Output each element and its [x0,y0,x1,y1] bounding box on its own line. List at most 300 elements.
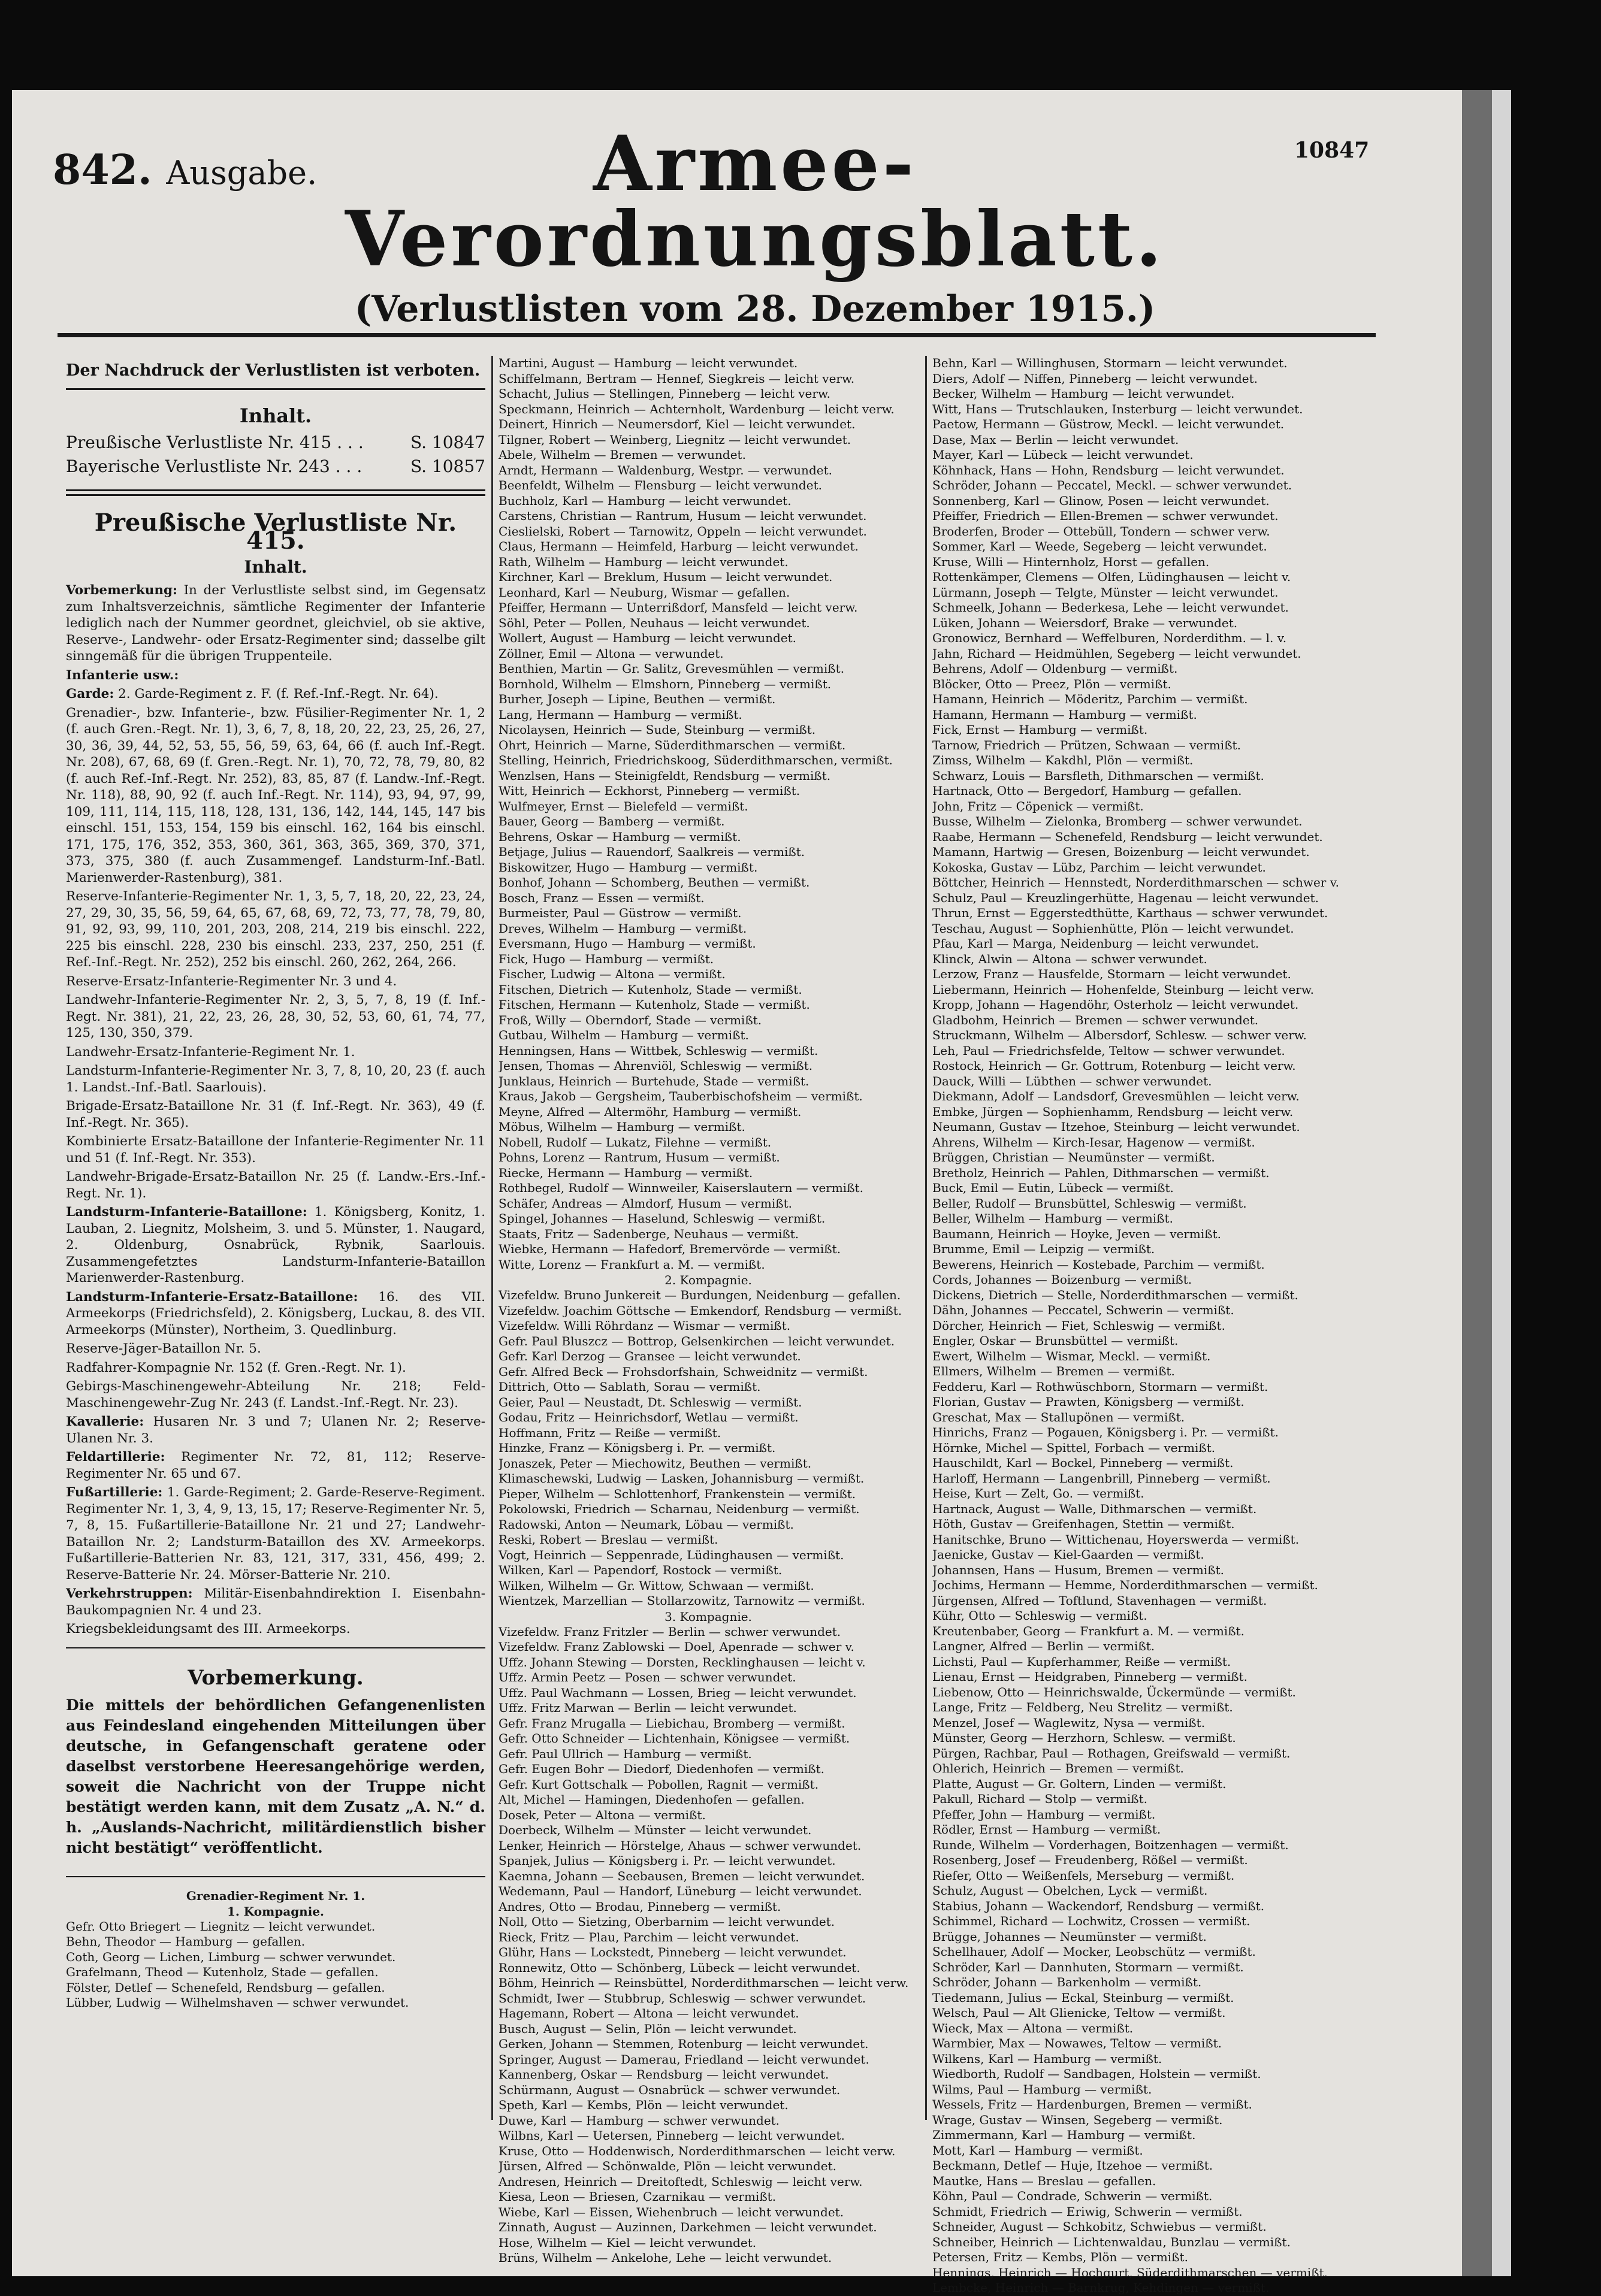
contents-paragraph: Feldartillerie: Regimenter Nr. 72, 81, 112; Reserve-Regimenter Nr. 65 und 67. [66,1450,485,1481]
list-item: Speckmann, Heinrich — Achternholt, Wardenburg — leicht verw. [499,401,895,416]
list-item: Ohlerich, Heinrich — Bremen — vermißt. [932,1761,1184,1775]
list-item: Rothbegel, Rudolf — Winnweiler, Kaiserslautern — vermißt. [499,1181,863,1195]
list-item: Zimss, Wilhelm — Kakdhl, Plön — vermißt. [932,753,1194,767]
list-item: Pürgen, Rachbar, Paul — Rothagen, Greifswald — vermißt. [932,1746,1291,1760]
list-item: Kannenberg, Oskar — Rendsburg — leicht verwundet. [499,2067,829,2082]
list-item: Leh, Paul — Friedrichsfelde, Teltow — schwer verwundet. [932,1043,1285,1058]
list-item: Ahrens, Wilhelm — Kirch-Iesar, Hagenow — vermißt. [932,1135,1255,1149]
list-item: Lang, Hermann — Hamburg — vermißt. [499,707,742,722]
list-item: Zimmermann, Karl — Hamburg — vermißt. [932,2128,1196,2142]
list-item: Fölster, Detlef — Schenefeld, Rendsburg — gefallen. [66,1980,385,1995]
list-item: Lenker, Heinrich — Hörstelge, Ahaus — schwer verwundet. [499,1838,862,1853]
list-item: Jochims, Hermann — Hemme, Norderdithmarschen — vermißt. [932,1578,1318,1592]
list-item: Tarnow, Friedrich — Prützen, Schwaan — vermißt. [932,737,1241,752]
contents-paragraphs [66,582,485,1638]
page-edge-strip [1492,90,1511,2276]
column-divider [491,356,493,2120]
list-item: Hamann, Heinrich — Möderitz, Parchim — vermißt. [932,692,1248,706]
list-item: Böttcher, Heinrich — Hennstedt, Norderdithmarschen — schwer v. [932,875,1339,890]
list-item: Jonaszek, Peter — Miechowitz, Beuthen — vermißt. [499,1456,812,1471]
list-item: Pieper, Wilhelm — Schlottenhorf, Frankenstein — vermißt. [499,1486,856,1501]
list-item: Busch, August — Selin, Plön — leicht verwundet. [499,2021,797,2036]
list-item: Gefr. Otto Briegert — Liegnitz — leicht verwundet. [66,1919,376,1934]
list-item: Florian, Gustav — Prawten, Königsberg — vermißt. [932,1394,1244,1409]
list-item: Ellmers, Wilhelm — Bremen — vermißt. [932,1364,1175,1378]
list-item: Dittrich, Otto — Sablath, Sorau — vermißt. [499,1380,761,1394]
list-item: Welsch, Paul — Alt Glienicke, Teltow — vermißt. [932,2005,1226,2020]
list-item: Arndt, Hermann — Waldenburg, Westpr. — verwundet. [499,462,832,477]
list-item: Uffz. Paul Wachmann — Lossen, Brieg — leicht verwundet. [499,1685,857,1700]
list-item: Martini, August — Hamburg — leicht verwundet. [499,356,798,370]
list-item: Rödler, Ernst — Hamburg — vermißt. [932,1822,1161,1837]
toc-row [66,455,485,479]
list-item: Mayer, Karl — Lübeck — leicht verwundet. [932,447,1194,462]
list-item: Pohns, Lorenz — Rantrum, Husum — vermißt. [499,1150,780,1164]
list-item: Teschau, August — Sophienhütte, Plön — leicht verwundet. [932,921,1294,936]
contents-paragraph: Reserve-Jäger-Bataillon Nr. 5. [66,1341,261,1356]
list-item: Schneiber, Heinrich — Lichtenwaldau, Bunzlau — vermißt. [932,2234,1291,2249]
list-item: Gefr. Karl Derzog — Gransee — leicht verwundet. [499,1349,801,1363]
list-item: Fitschen, Dietrich — Kutenholz, Stade — vermißt. [499,982,802,997]
list-item: Sommer, Karl — Weede, Segeberg — leicht verwundet. [932,539,1267,553]
contents-paragraph: Vorbemerkung: In der Verlustliste selbst sind, im Gegensatz zum Inhaltsverzeichnis, sämtliche Regimenter der Infanterie lediglich nach der Nummer geordnet, gleichviel, ob sie aktive, Reserve-, Landwehr- oder Ersatz-Regimenter sind; dasselbe gilt sinngemäß für die übrigen Truppenteile. [66,583,485,664]
list-item: Vogt, Heinrich — Seppenrade, Lüdinghausen — vermißt. [499,1547,844,1562]
list-item: Gronowicz, Bernhard — Weffelburen, Norderdithm. — l. v. [932,631,1287,645]
list-item: Benthien, Martin — Gr. Salitz, Grevesmühlen — vermißt. [499,661,845,676]
remark-title: Vorbemerkung. [188,1665,364,1690]
list-item: Jahn, Richard — Heidmühlen, Segeberg — leicht verwundet. [932,646,1301,661]
list-item: Witt, Hans — Trutschlauken, Insterburg — leicht verwundet. [932,401,1303,416]
list-contents-heading: Inhalt. [244,557,307,577]
list-item: Wenzlsen, Hans — Steinigfeldt, Rendsburg — vermißt. [499,768,831,783]
list-item: Möbus, Wilhelm — Hamburg — vermißt. [499,1120,745,1134]
contents-paragraph: Verkehrstruppen: Militär-Eisenbahndirektion I. Eisenbahn-Baukompagnien Nr. 4 und 23. [66,1586,485,1618]
list-item: Claus, Hermann — Heimfeld, Harburg — leicht verwundet. [499,539,859,553]
list-item: Schmidt, Iwer — Stubbrup, Schleswig — schwer verwundet. [499,1991,866,2005]
list-item: Schiffelmann, Bertram — Hennef, Siegkreis — leicht verw. [499,371,855,386]
company-heading: 3. Kompagnie. [664,1609,752,1624]
list-item: Schneider, August — Schkobitz, Schwiebus — vermißt. [932,2219,1267,2234]
list-item: Gefr. Paul Bluszcz — Bottrop, Gelsenkirchen — leicht verwundet. [499,1333,895,1348]
contents-paragraph: Garde: 2. Garde-Regiment z. F. (f. Ref.-Inf.-Regt. Nr. 64). [66,686,439,701]
list-item: Thrun, Ernst — Eggerstedthütte, Karthaus — schwer verwundet. [932,906,1328,920]
paragraph-lead: Feldartillerie: [66,1450,165,1465]
list-item: Wiebe, Karl — Eissen, Wiehenbruch — leicht verwundet. [499,2204,844,2219]
list-item: Schwarz, Louis — Barsfleth, Dithmarschen — vermißt. [932,768,1264,783]
list-item: Broderfen, Broder — Ottebüll, Tondern — schwer verw. [932,524,1270,539]
list-item: Gefr. Eugen Bohr — Diedorf, Diedenhofen — vermißt. [499,1762,824,1776]
toc-page: S. 10857 [410,456,485,476]
list-item: Riecke, Hermann — Hamburg — vermißt. [499,1165,753,1180]
header-rule [58,333,1376,337]
list-item: Bosch, Franz — Essen — vermißt. [499,890,705,905]
list-item: Wiedborth, Rudolf — Sandbagen, Holstein — vermißt. [932,2067,1261,2081]
list-item: Kropp, Johann — Hagendöhr, Osterholz — leicht verwundet. [932,997,1299,1012]
list-item: Gladbohm, Heinrich — Bremen — schwer verwundet. [932,1012,1259,1027]
list-item: Noll, Otto — Sietzing, Oberbarnim — leicht verwundet. [499,1914,835,1929]
list-item: Schröder, Johann — Peccatel, Meckl. — schwer verwundet. [932,478,1292,492]
list-item: Langner, Alfred — Berlin — vermißt. [932,1639,1155,1653]
casualty-column-middle [499,356,918,2266]
paragraph-lead: Fußartillerie: [66,1485,163,1500]
list-item: Biskowitzer, Hugo — Hamburg — vermißt. [499,860,758,875]
list-item: Froß, Willy — Oberndorf, Stade — vermißt. [499,1012,762,1027]
list-item: Stelling, Heinrich, Friedrichskoog, Süderdithmarschen, vermißt. [499,753,893,767]
list-item: Bretholz, Heinrich — Pahlen, Dithmarschen — vermißt. [932,1165,1270,1180]
list-item: Eversmann, Hugo — Hamburg — vermißt. [499,936,756,951]
list-item: Mamann, Hartwig — Gresen, Boizenburg — leicht verwundet. [932,845,1310,859]
list-item: Kaemna, Johann — Seebausen, Bremen — leicht verwundet. [499,1868,865,1883]
list-item: Kirchner, Karl — Breklum, Husum — leicht verwundet. [499,570,833,584]
list-item: Petersen, Fritz — Kembs, Plön — vermißt. [932,2250,1188,2264]
list-item: Speth, Karl — Kembs, Plön — leicht verwundet. [499,2098,789,2112]
list-item: Kühr, Otto — Schleswig — vermißt. [932,1608,1147,1623]
list-item: Vizefeldw. Franz Fritzler — Berlin — schwer verwundet. [499,1624,841,1639]
section-rule [66,1647,485,1648]
list-item: John, Fritz — Cöpenick — vermißt. [932,798,1144,813]
list-item: Schröder, Johann — Barkenholm — vermißt. [932,1975,1202,1989]
list-item: Höth, Gustav — Greifenhagen, Stettin — vermißt. [932,1517,1235,1531]
list-item: Cieslielski, Robert — Tarnowitz, Oppeln — leicht verwundet. [499,524,867,539]
list-item: Dosek, Peter — Altona — vermißt. [499,1807,706,1822]
table-of-contents [66,431,485,479]
toc-label: Bayerische Verlustliste Nr. 243 . . . [66,456,363,476]
list-item: Doerbeck, Wilhelm — Münster — leicht verwundet. [499,1823,812,1837]
list-item: Kruse, Otto — Hoddenwisch, Norderdithmarschen — leicht verw. [499,2143,896,2158]
list-item: Klinck, Alwin — Altona — schwer verwundet. [932,951,1207,966]
toc-page: S. 10847 [410,432,485,452]
list-item: Dauck, Willi — Lübthen — schwer verwundet. [932,1073,1212,1088]
list-item: Stabius, Johann — Wackendorf, Rendsburg — vermißt. [932,1898,1265,1913]
list-item: Junklaus, Heinrich — Burtehude, Stade — vermißt. [499,1073,809,1088]
list-item: Brüggen, Christian — Neumünster — vermißt. [932,1150,1215,1164]
list-item: Klimaschewski, Ludwig — Lasken, Johannisburg — vermißt. [499,1471,865,1486]
list-item: Dickens, Dietrich — Stelle, Norderdithmarschen — vermißt. [932,1287,1298,1302]
list-item: Rosenberg, Josef — Freudenberg, Rößel — vermißt. [932,1853,1248,1867]
list-item: Münster, Georg — Herzhorn, Schlesw. — vermißt. [932,1731,1236,1745]
list-item: Neumann, Gustav — Itzehoe, Steinburg — leicht verwundet. [932,1120,1300,1134]
contents-paragraph: Kombinierte Ersatz-Bataillone der Infanterie-Regimenter Nr. 11 und 51 (f. Inf.-Regt. Nr. 353). [66,1134,485,1166]
list-item: Hennings, Heinrich — Hochgurt, Süderdithmarschen — vermißt. [932,2265,1328,2280]
list-item: Rieck, Fritz — Plau, Parchim — leicht verwundet. [499,1929,799,1944]
list-item: Gefr. Otto Schneider — Lichtenhain, Königsee — vermißt. [499,1731,850,1746]
list-item: Bewerens, Heinrich — Kostebade, Parchim — vermißt. [932,1257,1265,1272]
contents-paragraph: Reserve-Ersatz-Infanterie-Regimenter Nr. 3 und 4. [66,973,397,989]
list-item: Wedemann, Paul — Handorf, Lüneburg — leicht verwundet. [499,1884,862,1898]
list-item: Wientzek, Marzellian — Stollarzowitz, Tarnowitz — vermißt. [499,1593,865,1608]
list-item: Hartnack, August — Walle, Dithmarschen — vermißt. [932,1501,1257,1516]
list-item: Baumann, Heinrich — Hoyke, Jeven — vermißt. [932,1226,1222,1241]
regiment-heading: Grenadier-Regiment Nr. 1. [186,1888,365,1903]
list-item: Burmeister, Paul — Güstrow — vermißt. [499,906,742,920]
list-item: Wiebke, Hermann — Hafedorf, Bremervörde — vermißt. [499,1242,841,1256]
list-item: Meyne, Alfred — Altermöhr, Hamburg — vermißt. [499,1104,802,1119]
list-item: Wessels, Fritz — Hardenburgen, Bremen — vermißt. [932,2097,1252,2112]
paragraph-lead: Verkehrstruppen: [66,1586,193,1601]
list-item: Coth, Georg — Lichen, Limburg — schwer verwundet. [66,1949,396,1964]
list-item: Hagemann, Robert — Altona — leicht verwundet. [499,2006,799,2020]
list-item: Burher, Joseph — Lipine, Beuthen — vermißt. [499,692,776,706]
list-item: Vizefeldw. Franz Zablowski — Doel, Apenrade — schwer v. [499,1639,854,1654]
contents-paragraph: Gebirgs-Maschinengewehr-Abteilung Nr. 218; Feld-Maschinengewehr-Zug Nr. 243 (f. Landst.-Inf.-Regt. Nr. 23). [66,1379,485,1411]
list-item: Carstens, Christian — Rantrum, Husum — leicht verwundet. [499,509,867,523]
list-item: Hamann, Hermann — Hamburg — vermißt. [932,707,1197,722]
list-item: Johannsen, Hans — Husum, Bremen — vermißt. [932,1562,1224,1577]
masthead [324,119,1186,330]
list-item: Köhnhack, Hans — Hohn, Rendsburg — leicht verwundet. [932,462,1285,477]
list-item: Zinnath, August — Auzinnen, Darkehmen — leicht verwundet. [499,2220,877,2234]
list-item: Cords, Johannes — Boizenburg — vermißt. [932,1272,1192,1287]
list-item: Lürmann, Joseph — Telgte, Münster — leicht verwundet. [932,585,1279,600]
list-item: Schürmann, August — Osnabrück — schwer verwundet. [499,2082,841,2097]
list-item: Busse, Wilhelm — Zielonka, Bromberg — schwer verwundet. [932,814,1303,828]
list-item: Pfeiffer, Hermann — Unterrißdorf, Mansfeld — leicht verw. [499,600,858,615]
list-item: Springer, August — Damerau, Friedland — leicht verwundet. [499,2052,869,2067]
list-item: Fedderu, Karl — Rothwüschborn, Stormarn — vermißt. [932,1379,1268,1394]
list-item: Glühr, Hans — Lockstedt, Pinneberg — leicht verwundet. [499,1945,847,1959]
list-item: Uffz. Armin Peetz — Posen — schwer verwundet. [499,1670,796,1684]
paragraph-lead: Infanterie usw.: [66,667,179,683]
list-item: Gutbau, Wilhelm — Hamburg — vermißt. [499,1028,749,1042]
page-number: 10847 [1294,138,1370,163]
list-item: Riefer, Otto — Weißenfels, Merseburg — vermißt. [932,1868,1235,1883]
list-item: Heise, Kurt — Zelt, Go. — vermißt. [932,1486,1144,1501]
list-item: Bauer, Georg — Bamberg — vermißt. [499,814,725,828]
list-item: Warmbier, Max — Nowawes, Teltow — vermißt. [932,2036,1222,2050]
contents-paragraph: Fußartillerie: 1. Garde-Regiment; 2. Garde-Reserve-Regiment. Regimenter Nr. 1, 3, 4, 9, 13, 15, 17; Reserve-Regimenter Nr. 5, 7, 8, 15. Fußartillerie-Bataillone Nr. 21 und 27; Landwehr-Bataillon Nr. 2; Landsturm-Bataillon des XV. Armeekorps. Fußartillerie-Batterien Nr. 83, 121, 317, 331, 456, 499; 2. Reserve-Batterie Nr. 24. Mörser-Batterie Nr. 210. [66,1485,485,1583]
list-item: Wieck, Max — Altona — vermißt. [932,2020,1134,2035]
list-item: Wilbns, Karl — Uetersen, Pinneberg — leicht verwundet. [499,2128,845,2143]
list-item: Vizefeldw. Willi Röhrdanz — Wismar — vermißt. [499,1318,791,1333]
list-item: Deinert, Hinrich — Neumersdorf, Kiel — leicht verwundet. [499,417,856,431]
list-item: Becker, Wilhelm — Hamburg — leicht verwundet. [932,386,1235,401]
list-item: Buchholz, Karl — Hamburg — leicht verwundet. [499,493,792,508]
list-item: Witt, Heinrich — Eckhorst, Pinneberg — vermißt. [499,784,801,798]
list-item: Schäfer, Andreas — Almdorf, Husum — vermißt. [499,1196,793,1211]
casualty-list-left [66,1919,485,2011]
list-item: Rostock, Heinrich — Gr. Gottrum, Rotenburg — leicht verw. [932,1058,1296,1073]
list-item: Hörnke, Michel — Spittel, Forbach — vermißt. [932,1440,1216,1455]
section-rule [66,1876,485,1877]
list-item: Schulz, Paul — Kreuzlingerhütte, Hagenau — leicht verwundet. [932,890,1319,905]
list-item: Dreves, Wilhelm — Hamburg — vermißt. [499,921,747,936]
company-heading: 2. Kompagnie. [664,1273,752,1287]
list-item: Kiesa, Leon — Briesen, Czarnikau — vermißt. [499,2189,777,2204]
list-item: Behn, Karl — Willinghusen, Stormarn — leicht verwundet. [932,356,1288,370]
list-item: Lembcke, Heinrich — Barnkrug, Kehdingen — vermißt. [932,2280,1270,2295]
list-item: Schmidt, Friedrich — Eriwig, Schwerin — vermißt. [932,2204,1243,2219]
list-item: Hanitschke, Bruno — Wittichenau, Hoyerswerda — vermißt. [932,1532,1300,1547]
list-item: Godau, Fritz — Heinrichsdorf, Wetlau — vermißt. [499,1410,799,1424]
list-item: Duwe, Karl — Hamburg — schwer verwundet. [499,2113,780,2128]
list-item: Schmeelk, Johann — Bederkesa, Lehe — leicht verwundet. [932,600,1289,615]
list-item: Gerken, Johann — Stemmen, Rotenburg — leicht verwundet. [499,2037,869,2051]
contents-paragraph: Landsturm-Infanterie-Regimenter Nr. 3, 7, 8, 10, 20, 23 (f. auch 1. Landst.-Inf.-Batl. Saarlouis). [66,1063,485,1095]
issue-number: 842. Ausgabe. [53,146,318,194]
list-item: Betjage, Julius — Rauendorf, Saalkreis — vermißt. [499,845,805,859]
list-item: Lüken, Johann — Weiersdorf, Brake — verwundet. [932,615,1238,630]
list-item: Lerzow, Franz — Hausfelde, Stormarn — leicht verwundet. [932,967,1291,981]
list-item: Andresen, Heinrich — Dreitoftedt, Schleswig — leicht verw. [499,2174,863,2189]
list-item: Rath, Wilhelm — Hamburg — leicht verwundet. [499,554,789,569]
list-item: Kruse, Willi — Hinternholz, Horst — gefallen. [932,554,1210,569]
list-item: Wrage, Gustav — Winsen, Segeberg — vermißt. [932,2112,1223,2127]
list-item: Embke, Jürgen — Sophienhamm, Rendsburg — leicht verw. [932,1104,1294,1119]
list-item: Brügge, Johannes — Neumünster — vermißt. [932,1929,1207,1944]
list-item: Pfau, Karl — Marga, Neidenburg — leicht verwundet. [932,936,1259,951]
list-item: Menzel, Josef — Waglewitz, Nysa — vermißt. [932,1715,1206,1730]
list-item: Grafelmann, Theod — Kutenholz, Stade — gefallen. [66,1965,379,1979]
list-item: Vizefeldw. Bruno Junkereit — Burdungen, Neidenburg — gefallen. [499,1288,901,1302]
list-item: Spanjek, Julius — Königsberg i. Pr. — leicht verwundet. [499,1853,836,1868]
list-item: Brüns, Wilhelm — Ankelohe, Lehe — leicht verwundet. [499,2250,832,2265]
reprint-notice: Der Nachdruck der Verlustlisten ist verboten. [66,353,485,390]
list-item: Paetow, Hermann — Güstrow, Meckl. — leicht verwundet. [932,417,1285,431]
list-item: Abele, Wilhelm — Bremen — verwundet. [499,447,746,462]
list-item: Köhn, Paul — Condrade, Schwerin — vermißt. [932,2189,1213,2203]
list-item: Wulfmeyer, Ernst — Bielefeld — vermißt. [499,798,748,813]
list-item: Lichsti, Paul — Kupferhammer, Reiße — vermißt. [932,1654,1231,1669]
list-item: Liebermann, Heinrich — Hohenfelde, Steinburg — leicht verw. [932,982,1314,997]
list-item: Jürsen, Alfred — Schönwalde, Plön — leicht verwundet. [499,2159,837,2173]
list-item: Zöllner, Emil — Altona — verwundet. [499,646,724,661]
list-item: Struckmann, Wilhelm — Albersdorf, Schlesw. — schwer verw. [932,1028,1307,1042]
company-heading: 1. Kompagnie. [226,1904,325,1919]
column-divider [925,356,927,2120]
masthead-title: Armee-Verordnungsblatt. [345,119,1165,283]
contents-paragraph: Reserve-Infanterie-Regimenter Nr. 1, 3, 5, 7, 18, 20, 22, 23, 24, 27, 29, 30, 35, 56, 59, 64, 65, 67, 68, 69, 72, 73, 77, 78, 79, 80, 91, 92, 93, 99, 110, 201, 203, 208, 214, 219 bis einschl. 222, 225 bis einschl. 228, 230 bis einschl. 233, 237, 250, 251 (f. Ref.-Inf.-Regt. Nr. 252), 252 bis einschl. 260, 262, 264, 266. [66,889,485,970]
list-title: Preußische Verlustliste Nr. 415. [94,509,457,555]
list-item: Wilkens, Karl — Hamburg — vermißt. [932,2051,1162,2066]
list-item: Mott, Karl — Hamburg — vermißt. [932,2143,1143,2158]
contents-paragraph: Radfahrer-Kompagnie Nr. 152 (f. Gren.-Regt. Nr. 1). [66,1360,406,1375]
list-item: Behn, Theodor — Hamburg — gefallen. [66,1934,306,1949]
list-item: Diekmann, Adolf — Landsdorf, Grevesmühlen — leicht verw. [932,1089,1300,1103]
list-item: Bonhof, Johann — Schomberg, Beuthen — vermißt. [499,875,810,890]
list-item: Lienau, Ernst — Heidgraben, Pinneberg — vermißt. [932,1669,1247,1684]
list-item: Liebenow, Otto — Heinrichswalde, Ückermünde — vermißt. [932,1684,1296,1699]
left-column [66,353,485,2011]
list-item: Behrens, Oskar — Hamburg — vermißt. [499,829,741,844]
list-item: Uffz. Johann Stewing — Dorsten, Recklinghausen — leicht v. [499,1654,866,1669]
list-item: Schröder, Karl — Dannhuten, Stormarn — vermißt. [932,1959,1244,1974]
list-item: Pokolowski, Friedrich — Scharnau, Neidenburg — vermißt. [499,1502,860,1516]
list-item: Raabe, Hermann — Schenefeld, Rendsburg — leicht verwundet. [932,829,1323,844]
list-item: Hose, Wilhelm — Kiel — leicht verwundet. [499,2235,757,2250]
list-item: Witte, Lorenz — Frankfurt a. M. — vermißt. [499,1257,765,1272]
list-item: Beenfeldt, Wilhelm — Flensburg — leicht verwundet. [499,478,822,492]
toc-heading: Inhalt. [239,404,312,427]
list-item: Beller, Wilhelm — Hamburg — vermißt. [932,1211,1173,1226]
list-item: Tiedemann, Julius — Eckal, Steinburg — vermißt. [932,1990,1234,2005]
list-item: Dähn, Johannes — Peccatel, Schwerin — vermißt. [932,1303,1234,1317]
list-item: Schellhauer, Adolf — Mocker, Leobschütz — vermißt. [932,1944,1256,1959]
list-item: Gefr. Franz Mrugalla — Liebichau, Bromberg — vermißt. [499,1716,845,1731]
list-item: Fischer, Ludwig — Altona — vermißt. [499,967,726,981]
list-item: Wilken, Karl — Papendorf, Rostock — vermißt. [499,1563,783,1577]
list-item: Harloff, Hermann — Langenbrill, Pinneberg — vermißt. [932,1471,1271,1486]
contents-paragraph: Landsturm-Infanterie-Ersatz-Bataillone: 16. des VII. Armeekorps (Friedrichsfeld), 2. Königsberg, Luckau, 8. des VII. Armeekorps (Münster), Northeim, 3. Quedlinburg. [66,1289,485,1338]
list-item: Wollert, August — Hamburg — leicht verwundet. [499,631,797,645]
list-item: Mautke, Hans — Breslau — gefallen. [932,2173,1156,2188]
list-item: Nicolaysen, Heinrich — Sude, Steinburg — vermißt. [499,722,816,737]
list-item: Lübber, Ludwig — Wilhelmshaven — schwer verwundet. [66,1995,409,2010]
list-item: Fitschen, Hermann — Kutenholz, Stade — vermißt. [499,997,810,1012]
list-item: Böhm, Heinrich — Reinsbüttel, Norderdithmarschen — leicht verw. [499,1976,909,1990]
contents-paragraph: Landwehr-Infanterie-Regimenter Nr. 2, 3, 5, 7, 8, 19 (f. Inf.-Regt. Nr. 381), 21, 22, 23, 26, 28, 30, 52, 53, 60, 61, 74, 77, 125, 130, 350, 379. [66,993,485,1040]
list-item: Lange, Fritz — Feldberg, Neu Strelitz — vermißt. [932,1700,1233,1714]
list-item: Runde, Wilhelm — Vorderhagen, Boitzenhagen — vermißt. [932,1837,1289,1852]
list-item: Sonnenberg, Karl — Glinow, Posen — leicht verwundet. [932,493,1270,508]
list-item: Engler, Oskar — Brunsbüttel — vermißt. [932,1333,1179,1348]
list-item: Hinzke, Franz — Königsberg i. Pr. — vermißt. [499,1441,776,1455]
list-item: Staats, Fritz — Sadenberge, Neuhaus — vermißt. [499,1226,799,1241]
contents-paragraph [66,667,485,684]
list-item: Blöcker, Otto — Preez, Plön — vermißt. [932,676,1171,691]
list-item: Henningsen, Hans — Wittbek, Schleswig — vermißt. [499,1043,818,1058]
list-item: Dörcher, Heinrich — Fiet, Schleswig — vermißt. [932,1318,1225,1333]
list-item: Spingel, Johannes — Haselund, Schleswig — vermißt. [499,1211,826,1226]
paragraph-lead: Landsturm-Infanterie-Bataillone: [66,1205,307,1220]
paragraph-lead: Garde: [66,686,114,701]
remark-text: Die mittels der behördlichen Gefangenenlisten aus Feindesland eingehenden Mitteilungen über deutsche, in Gefangenschaft geratene oder daselbst verstorbene Heeresangehörige werden, soweit die Nachricht von der Truppe nicht bestätigt werden kann, mit dem Zusatz „A. N.“ d. h. „Auslands-Nachricht, militärdienstlich bisher nicht bestätigt“ veröffentlicht. [66,1696,485,1856]
list-item: Diers, Adolf — Niffen, Pinneberg — leicht verwundet. [932,371,1258,386]
list-item: Buck, Emil — Eutin, Lübeck — vermißt. [932,1181,1174,1195]
list-item: Wilken, Wilhelm — Gr. Wittow, Schwaan — vermißt. [499,1578,814,1593]
list-item: Uffz. Fritz Marwan — Berlin — leicht verwundet. [499,1701,797,1715]
list-item: Greschat, Max — Stallupönen — vermißt. [932,1409,1185,1424]
list-item: Tilgner, Robert — Weinberg, Liegnitz — leicht verwundet. [499,432,851,447]
list-item: Bornhold, Wilhelm — Elmshorn, Pinneberg — vermißt. [499,676,832,691]
contents-paragraph: Landwehr-Ersatz-Infanterie-Regiment Nr. 1. [66,1044,355,1060]
list-item: Schimmel, Richard — Lochwitz, Crossen — vermißt. [932,1914,1250,1928]
list-item: Nobell, Rudolf — Lukatz, Filehne — vermißt. [499,1135,772,1149]
list-item: Hoffmann, Fritz — Reiße — vermißt. [499,1425,721,1440]
paragraph-lead: Landsturm-Infanterie-Ersatz-Bataillone: [66,1289,358,1305]
list-item: Söhl, Peter — Pollen, Neuhaus — leicht verwundet. [499,615,810,630]
list-item: Kraus, Jakob — Gergsheim, Tauberbischofsheim — vermißt. [499,1089,863,1103]
list-item: Kreutenbaber, Georg — Frankfurt a. M. — vermißt. [932,1623,1244,1638]
contents-paragraph: Kriegsbekleidungsamt des III. Armeekorps. [66,1622,351,1636]
list-item: Rottenkämper, Clemens — Olfen, Lüdinghausen — leicht v. [932,570,1291,584]
list-item: Pfeiffer, Friedrich — Ellen-Bremen — schwer verwundet. [932,509,1279,523]
list-item: Radowski, Anton — Neumark, Löbau — vermißt. [499,1517,794,1532]
list-item: Fick, Hugo — Hamburg — vermißt. [499,951,714,966]
list-item: Hinrichs, Franz — Pogauen, Königsberg i. Pr. — vermißt. [932,1425,1279,1439]
list-item: Gefr. Alfred Beck — Frohsdorfshain, Schweidnitz — vermißt. [499,1364,868,1379]
masthead-subtitle: (Verlustlisten vom 28. Dezember 1915.) [354,288,1156,330]
list-item: Ohrt, Heinrich — Marne, Süderdithmarschen — vermißt. [499,737,846,752]
paragraph-lead: Vorbemerkung: [66,583,177,598]
list-item: Vizefeldw. Joachim Göttsche — Emkendorf, Rendsburg — vermißt. [499,1303,902,1318]
contents-paragraph: Brigade-Ersatz-Bataillone Nr. 31 (f. Inf.-Regt. Nr. 363), 49 (f. Inf.-Regt. Nr. 365). [66,1099,485,1130]
list-item: Beller, Rudolf — Brunsbüttel, Schleswig — vermißt. [932,1196,1247,1211]
list-item: Schulz, August — Obelchen, Lyck — vermißt. [932,1883,1208,1898]
paragraph-lead: Kavallerie: [66,1414,144,1429]
contents-paragraph: Kavallerie: Husaren Nr. 3 und 7; Ulanen Nr. 2; Reserve-Ulanen Nr. 3. [66,1414,485,1446]
list-item: Kokoska, Gustav — Lübz, Parchim — leicht verwundet. [932,860,1266,875]
list-item: Pakull, Richard — Stolp — vermißt. [932,1792,1148,1806]
list-item: Fick, Ernst — Hamburg — vermißt. [932,722,1148,737]
list-item: Gefr. Kurt Gottschalk — Pobollen, Ragnit — vermißt. [499,1777,819,1792]
contents-paragraph: Grenadier-, bzw. Infanterie-, bzw. Füsilier-Regimenter Nr. 1, 2 (f. auch Gren.-Regt. Nr. 1), 3, 6, 7, 8, 18, 20, 22, 23, 25, 26, 27, 30, 36, 39, 44, 52, 53, 55, 56, 59, 63, 64, 66 (f. auch Inf.-Regt. Nr. 208), 67, 68, 69 (f. Gren.-Regt. Nr. 1), 70, 72, 78, 79, 80, 82 (f. auch Ref.-Inf.-Regt. Nr. 252), 83, 85, 87 (f. Landw.-Inf.-Regt. Nr. 118), 88, 90, 92 (f. auch Inf.-Regt. Nr. 114), 93, 94, 97, 99, 109, 111, 114, 115, 118, 128, 131, 136, 142, 144, 145, 147 bis einschl. 151, 153, 154, 159 bis einschl. 162, 164 bis einschl. 171, 175, 176, 352, 353, 360, 361, 363, 365, 369, 370, 371, 373, 375, 380 (f. auch Zusammengef. Landsturm-Inf.-Batl. Marienwerder-Rastenburg), 381. [66,705,485,885]
list-item: Leonhard, Karl — Neuburg, Wismar — gefallen. [499,585,790,600]
list-item: Wilms, Paul — Hamburg — vermißt. [932,2082,1152,2097]
list-item: Geier, Paul — Neustadt, Dt. Schleswig — vermißt. [499,1394,802,1409]
list-item: Hauschildt, Karl — Bockel, Pinneberg — vermißt. [932,1456,1234,1470]
list-item: Brumme, Emil — Leipzig — vermißt. [932,1242,1155,1256]
list-item: Beckmann, Detlef — Huje, Itzehoe — vermißt. [932,2158,1213,2173]
